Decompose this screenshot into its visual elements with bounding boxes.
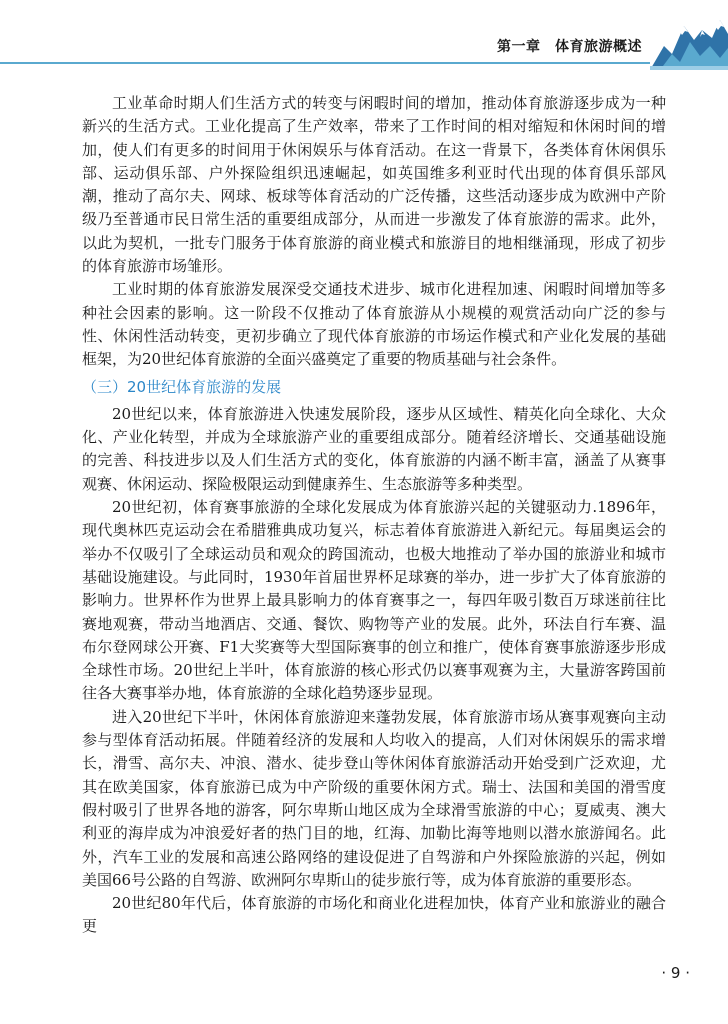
page-number: · 9 · [661, 964, 690, 982]
page-header [0, 0, 728, 70]
paragraph: 20世纪80年代后，体育旅游的市场化和商业化进程加快，体育产业和旅游业的融合更 [82, 894, 666, 936]
mountain-icon [650, 8, 728, 70]
section-heading: （三）20世纪体育旅游的发展 [82, 377, 282, 396]
paragraph: 工业时期的体育旅游发展深受交通技术进步、城市化进程加速、闲暇时间增加等多种社会因素的影响。这一阶段不仅推动了体育旅游从小规模的观赏活动向广泛的参与性、休闲性活动转变，更初步确立了现代体育旅游的市场运作模式和产业化发展的基础框架，为20世纪体育旅游的全面兴盛奠定了重要的物质基础与社会条件。 [82, 280, 666, 369]
main-content [82, 92, 666, 939]
paragraph: 工业革命时期人们生活方式的转变与闲暇时间的增加，推动体育旅游逐步成为一种新兴的生活方式。工业化提高了生产效率，带来了工作时间的相对缩短和休闲时间的增加，使人们有更多的时间用于休闲娱乐与体育活动。在这一背景下，各类体育休闲俱乐部、运动俱乐部、户外探险组织迅速崛起，如英国维多利亚时代出现的体育俱乐部风潮，推动了高尔夫、网球、板球等体育活动的广泛传播，这些活动逐步成为欧洲中产阶级乃至普通市民日常生活的重要组成部分，从而进一步激发了体育旅游的需求。此外，以此为契机，一批专门服务于体育旅游的商业模式和旅游目的地相继涌现，形成了初步的体育旅游市场雏形。 [82, 94, 666, 276]
paragraph: 20世纪以来，体育旅游进入快速发展阶段，逐步从区域性、精英化向全球化、大众化、产业化转型，并成为全球旅游产业的重要组成部分。随着经济增长、交通基础设施的完善、科技进步以及人们生活方式的变化，体育旅游的内涵不断丰富，涵盖了从赛事观赛、休闲运动、探险极限运动到健康养生、生态旅游等多种类型。 [82, 404, 666, 493]
paragraph: 进入20世纪下半叶，休闲体育旅游迎来蓬勃发展，体育旅游市场从赛事观赛向主动参与型体育活动拓展。伴随着经济的发展和人均收入的提高，人们对休闲娱乐的需求增长，滑雪、高尔夫、冲浪、潜水、徒步登山等休闲体育旅游活动开始受到广泛欢迎，尤其在欧美国家，体育旅游已成为中产阶级的重要休闲方式。瑞士、法国和美国的滑雪度假村吸引了世界各地的游客，阿尔卑斯山地区成为全球滑雪旅游的中心；夏威夷、澳大利亚的海岸成为冲浪爱好者的热门目的地，红海、加勒比海等地则以潜水旅游闻名。此外，汽车工业的发展和高速公路网络的建设促进了自驾游和户外探险旅游的兴起，例如美国66号公路的自驾游、欧洲阿尔卑斯山的徒步旅行等，成为体育旅游的重要形态。 [82, 707, 666, 889]
paragraph: 20世纪初，体育赛事旅游的全球化发展成为体育旅游兴起的关键驱动力.1896年，现代奥林匹克运动会在希腊雅典成功复兴，标志着体育旅游进入新纪元。每届奥运会的举办不仅吸引了全球运动员和观众的跨国流动，也极大地推动了举办国的旅游业和城市基础设施建设。与此同时，1930年首届世界杯足球赛的举办，进一步扩大了体育旅游的影响力。世界杯作为世界上最具影响力的体育赛事之一，每四年吸引数百万球迷前往比赛地观赛，带动当地酒店、交通、餐饮、购物等产业的发展。此外，环法自行车赛、温布尔登网球公开赛、F1大奖赛等大型国际赛事的创立和推广，使体育赛事旅游逐步形成全球性市场。20世纪上半叶，体育旅游的核心形式仍以赛事观赛为主，大量游客跨国前往各大赛事举办地，体育旅游的全球化趋势逐步显现。 [82, 498, 666, 703]
chapter-title: 第一章 体育旅游概述 [497, 39, 642, 55]
header-rule [0, 62, 650, 64]
